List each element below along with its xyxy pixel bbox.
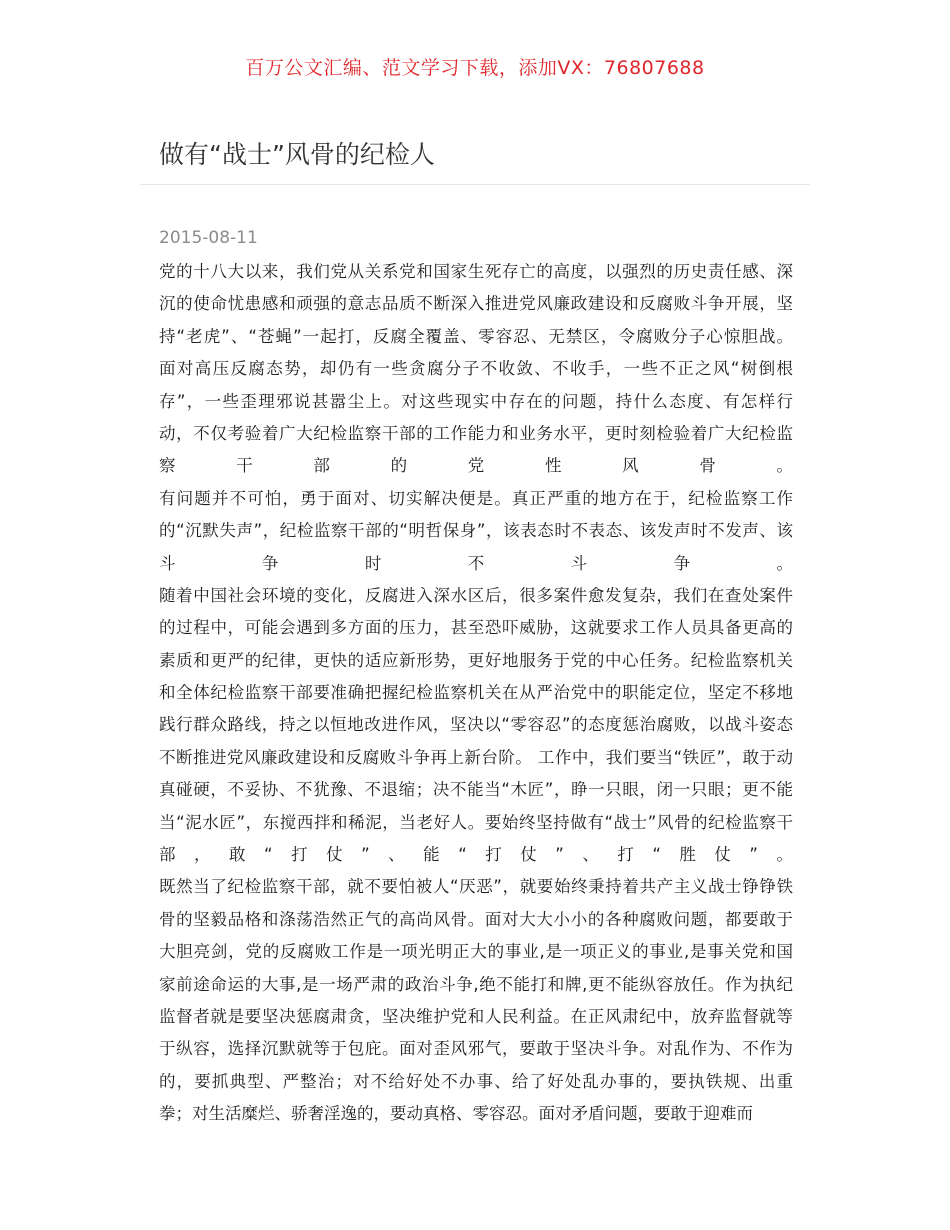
body-line: 家前途命运的大事,是一场严肃的政治斗争,绝不能打和牌,更不能纵容放任。作为执纪 [159,974,793,994]
body-line: 真碰硬，不妥协、不犹豫、不退缩；决不能当“木匠”，睁一只眼，闭一只眼；更不能 [159,780,793,800]
body-line: 既然当了纪检监察干部，就不要怕被人“厌恶”，就要始终秉持着共产主义战士铮铮铁 [159,877,793,897]
body-line: 持“老虎”、“苍蝇”一起打，反腐全覆盖、零容忍、无禁区，令腐败分子心惊胆战。 [159,326,793,346]
body-line: 拳；对生活糜烂、骄奢淫逸的，要动真格、零容忍。面对矛盾问题，要敢于迎难而 [159,1104,753,1124]
body-line: 存”，一些歪理邪说甚嚣尘上。对这些现实中存在的问题，持什么态度、有怎样行 [159,391,793,411]
body-line: 的，要抓典型、严整治；对不给好处不办事、给了好处乱办事的，要执铁规、出重 [159,1071,793,1091]
title-divider [140,184,810,185]
body-line: 斗争时不斗争。 [159,553,793,573]
body-line: 监督者就是要坚决惩腐肃贪，坚决维护党和人民利益。在正风肃纪中，放弃监督就等 [159,1006,793,1026]
body-line: 当“泥水匠”，东搅西拌和稀泥，当老好人。要始终坚持做有“战士”风骨的纪检监察干 [159,812,793,832]
body-line: 和全体纪检监察干部要准确把握纪检监察机关在从严治党中的职能定位，坚定不移地 [159,683,793,703]
article-date: 2015-08-11 [159,228,258,248]
body-line: 面对高压反腐态势，却仍有一些贪腐分子不收敛、不收手，一些不正之风“树倒根 [159,359,793,379]
body-line: 的“沉默失声”，纪检监察干部的“明哲保身”，该表态时不表态、该发声时不发声、该 [159,521,793,541]
body-line: 素质和更严的纪律，更快的适应新形势，更好地服务于党的中心任务。纪检监察机关 [159,650,793,670]
promo-banner: 百万公文汇编、范文学习下载，添加VX：76807688 [245,57,705,79]
body-line: 察干部的党性风骨。 [159,456,793,476]
body-line: 有问题并不可怕，勇于面对、切实解决便是。真正严重的地方在于，纪检监察工作 [159,488,793,508]
article-title: 做有“战士”风骨的纪检人 [159,140,435,169]
article-body [159,256,793,1131]
body-line: 随着中国社会环境的变化，反腐进入深水区后，很多案件愈发复杂，我们在查处案件 [159,585,793,605]
body-line: 动，不仅考验着广大纪检监察干部的工作能力和业务水平，更时刻检验着广大纪检监 [159,423,793,443]
body-line: 不断推进党风廉政建设和反腐败斗争再上新台阶。 工作中，我们要当“铁匠”，敢于动 [159,747,793,767]
body-line: 的过程中，可能会遇到多方面的压力，甚至恐吓威胁，这就要求工作人员具备更高的 [159,618,793,638]
body-line: 党的十八大以来，我们党从关系党和国家生死存亡的高度，以强烈的历史责任感、深 [159,262,793,281]
body-line: 部，敢“打仗”、能“打仗”、打“胜仗”。 [159,845,793,865]
body-line: 沉的使命忧患感和顽强的意志品质不断深入推进党风廉政建设和反腐败斗争开展，坚 [159,294,793,314]
body-line: 于纵容，选择沉默就等于包庇。面对歪风邪气，要敢于坚决斗争。对乱作为、不作为 [159,1039,793,1059]
body-line: 骨的坚毅品格和涤荡浩然正气的高尚风骨。面对大大小小的各种腐败问题，都要敢于 [159,909,793,929]
body-line: 践行群众路线，持之以恒地改进作风，坚决以“零容忍”的态度惩治腐败，以战斗姿态 [159,715,793,735]
body-line: 大胆亮剑，党的反腐败工作是一项光明正大的事业,是一项正义的事业,是事关党和国 [159,942,793,962]
